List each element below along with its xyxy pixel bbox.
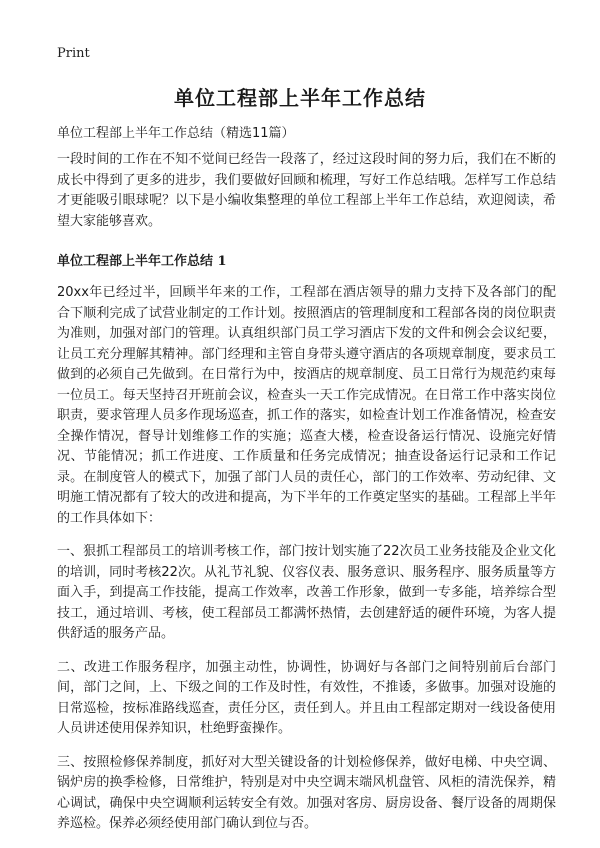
article-body	[57, 150, 556, 848]
page-title: 单位工程部上半年工作总结	[174, 86, 426, 110]
section-heading: 单位工程部上半年工作总结 1	[57, 254, 227, 269]
body-paragraph: 20xx年已经过半，回顾半年来的工作，工程部在酒店领导的鼎力支持下及各部门的配合下顺利完成了试营业制定的工作计划。按照酒店的管理制度和工程部各岗的岗位职责为准则，加强对部门的管理。认真组织部门员工学习酒店下发的文件和例会会议纪要，让员工充分理解其精神。部门经理和主管自身带头遵守酒店的各项规章制度，要求员工做到的必须自己先做到。在日常行为中，按酒店的规章制度、员工日常行为规范约束每一位员工。每天坚持召开班前会议，检查头一天工作完成情况。在日常工作中落实岗位职责，要求管理人员多作现场巡查，抓工作的落实，如检查计划工作准备情况，检查安全操作情况，督导计划维修工作的实施；巡查大楼，检查设备运行情况、设施完好情况、节能情况；抓工作进度、工作质量和任务完成情况；抽查设备运行记录和工作记录。在制度管人的模式下，加强了部门人员的责任心，部门的工作效率、劳动纪律、文明施工情况都有了较大的改进和提高，为下半年的工作奠定坚实的基础。工程部上半年的工作具体如下：	[57, 285, 556, 526]
print-link[interactable]: Print	[57, 46, 90, 61]
intro-paragraph: 一段时间的工作在不知不觉间已经告一段落了，经过这段时间的努力后，我们在不断的成长中得到了更多的进步，我们要做好回顾和梳理，写好工作总结哦。怎样写工作总结才更能吸引眼球呢？以下是小编收集整理的单位工程部上半年工作总结，欢迎阅读，希望大家能够喜欢。	[57, 152, 556, 229]
body-paragraph: 一、狠抓工程部员工的培训考核工作，部门按计划实施了22次员工业务技能及企业文化的培训，同时考核22次。从礼节礼貌、仪容仪表、服务意识、服务程序、服务质量等方面入手，到提高工作技能，提高工作效率，改善工作形象，做到一专多能，培养综合型技工，通过培训、考核，使工程部员工都满怀热情，去创建舒适的硬件环境，为客人提供舒适的服务产品。	[57, 544, 556, 641]
body-paragraph: 三、按照检修保养制度，抓好对大型关键设备的计划检修保养，做好电梯、中央空调、锅炉房的换季检修，日常维护，特别是对中央空调末端风机盘管、风柜的清洗保养，精心调试，确保中央空调顺利运转安全有效。加强对客房、厨房设备、餐厅设备的周期保养巡检。保养必须经使用部门确认到位与否。	[57, 754, 556, 831]
document-subtitle: 单位工程部上半年工作总结（精选11篇）	[57, 126, 295, 141]
body-paragraph: 二、改进工作服务程序，加强主动性，协调性，协调好与各部门之间特别前后台部门间，部门之间，上、下级之间的工作及时性，有效性，不推诿，多做事。加强对设施的日常巡检，按标准路线巡查，责任分区，责任到人。并且由工程部定期对一线设备使用人员讲述使用保养知识，杜绝野蛮操作。	[57, 659, 556, 736]
